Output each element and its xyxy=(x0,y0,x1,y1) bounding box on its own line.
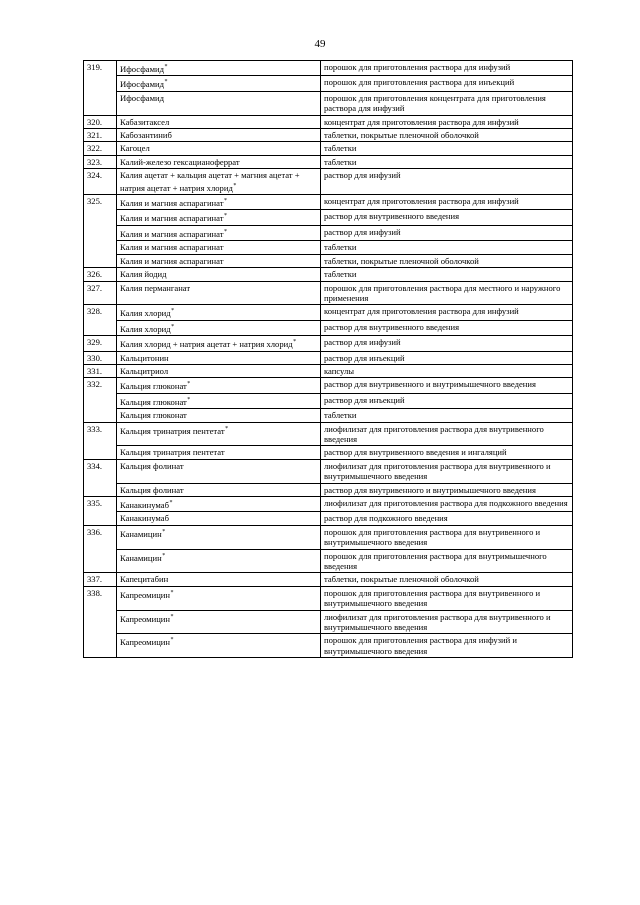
table-row xyxy=(84,225,573,240)
drug-name: Калия и магния аспарагинат xyxy=(120,228,224,239)
dosage-form: таблетки, покрытые пленочной оболочкой xyxy=(321,573,573,586)
drug-name: Ифосфамид xyxy=(120,64,164,74)
table-row xyxy=(84,459,573,483)
drug-name-cell xyxy=(117,573,321,586)
drug-name-cell xyxy=(117,459,321,483)
drug-name: Кагоцел xyxy=(120,143,150,154)
drug-name: Кальция глюконат xyxy=(120,396,187,407)
row-number: 325. xyxy=(84,195,117,210)
drug-name: Кальцитриол xyxy=(120,365,169,376)
dosage-form: таблетки xyxy=(321,155,573,168)
dosage-form: таблетки, покрытые пленочной оболочкой xyxy=(321,254,573,267)
footnote-star-mark: * xyxy=(187,396,191,403)
footnote-star-mark: * xyxy=(171,323,175,330)
drug-name: Канамицин xyxy=(120,528,162,539)
row-number: 334. xyxy=(84,459,117,483)
dosage-form: лиофилизат для приготовления раствора для внутривенного введения xyxy=(321,422,573,446)
table-row xyxy=(84,129,573,142)
drug-name: Кальция глюконат xyxy=(120,381,187,392)
drug-name: Канамицин xyxy=(120,552,162,563)
dosage-form: раствор для инфузий xyxy=(321,336,573,351)
drug-name: Капецитабин xyxy=(120,574,169,585)
drug-name: Калия и магния аспарагинат xyxy=(120,255,224,266)
footnote-star-mark: * xyxy=(224,228,227,235)
table-row xyxy=(84,115,573,128)
drug-name: Калия и магния аспарагинат xyxy=(120,198,224,209)
table-row xyxy=(84,497,573,512)
drug-name-cell xyxy=(117,446,321,459)
drug-table-body xyxy=(84,61,573,658)
drug-name-cell xyxy=(117,483,321,496)
drug-name: Калия ацетат + кальция ацетат + магния ацетат + натрия ацетат + натрия хлорид xyxy=(120,170,300,193)
table-row xyxy=(84,573,573,586)
footnote-star-mark: * xyxy=(164,64,168,70)
drug-name: Кабозантиниб xyxy=(120,130,172,141)
drug-name-cell xyxy=(117,336,321,351)
table-row xyxy=(84,76,573,91)
row-number: 320. xyxy=(84,115,117,128)
drug-name: Капреомицин xyxy=(120,589,170,600)
drug-name-cell xyxy=(117,254,321,267)
table-row xyxy=(84,364,573,377)
drug-name-cell xyxy=(117,76,321,91)
table-row xyxy=(84,91,573,115)
drug-name-cell xyxy=(117,320,321,335)
drug-name: Калия и магния аспарагинат xyxy=(120,242,224,253)
table-row xyxy=(84,169,573,195)
footnote-star-mark: * xyxy=(187,381,191,388)
dosage-form: капсулы xyxy=(321,364,573,377)
drug-name-cell xyxy=(117,378,321,393)
dosage-form: порошок для приготовления раствора для внутримышечного введения xyxy=(321,549,573,573)
table-row xyxy=(84,393,573,408)
drug-name: Канакинумаб xyxy=(120,500,169,510)
drug-name-cell xyxy=(117,422,321,446)
row-number: 330. xyxy=(84,351,117,364)
row-number: 338. xyxy=(84,586,117,610)
footnote-star-mark: * xyxy=(171,308,175,315)
table-row xyxy=(84,61,573,76)
dosage-form: раствор для инъекций xyxy=(321,351,573,364)
drug-name-cell xyxy=(117,61,321,76)
row-number: 327. xyxy=(84,281,117,305)
footnote-star-mark: * xyxy=(164,79,168,86)
dosage-form: концентрат для приготовления раствора для инфузий xyxy=(321,115,573,128)
row-number: 328. xyxy=(84,305,117,320)
drug-name: Канакинумаб xyxy=(120,513,169,524)
drug-name-cell xyxy=(117,281,321,305)
drug-name: Кальция глюконат xyxy=(120,410,187,421)
dosage-form: раствор для инфузий xyxy=(321,169,573,195)
table-row xyxy=(84,281,573,305)
table-row xyxy=(84,351,573,364)
row-number xyxy=(84,393,117,408)
drug-name: Кальцитонин xyxy=(120,352,169,363)
drug-name-cell xyxy=(117,115,321,128)
footnote-star-mark: * xyxy=(162,552,166,559)
table-row xyxy=(84,268,573,281)
drug-name-cell xyxy=(117,210,321,225)
drug-name-cell xyxy=(117,497,321,512)
dosage-form: концентрат для приготовления раствора для инфузий xyxy=(321,305,573,320)
drug-name: Калия хлорид xyxy=(120,308,171,319)
dosage-form: раствор для внутривенного введения xyxy=(321,320,573,335)
page-number: 49 xyxy=(314,38,326,50)
row-number xyxy=(84,483,117,496)
drug-name: Калия йодид xyxy=(120,269,167,280)
dosage-form: таблетки xyxy=(321,142,573,155)
table-row xyxy=(84,195,573,210)
drug-name-cell xyxy=(117,610,321,634)
dosage-form: порошок для приготовления раствора для внутривенного и внутримышечного введения xyxy=(321,525,573,549)
dosage-form: раствор для подкожного введения xyxy=(321,512,573,525)
dosage-form: лиофилизат для приготовления раствора для подкожного введения xyxy=(321,497,573,512)
drug-name-cell xyxy=(117,91,321,115)
table-row xyxy=(84,241,573,254)
dosage-form: порошок для приготовления концентрата для приготовления раствора для инфузий xyxy=(321,91,573,115)
table-row xyxy=(84,320,573,335)
drug-table xyxy=(83,60,573,658)
footnote-star-mark: * xyxy=(170,589,174,596)
dosage-form: раствор для внутривенного введения xyxy=(321,210,573,225)
dosage-form: раствор для инфузий xyxy=(321,225,573,240)
row-number: 335. xyxy=(84,497,117,512)
dosage-form: раствор для внутривенного и внутримышечного введения xyxy=(321,483,573,496)
drug-name: Кабазитаксел xyxy=(120,116,170,127)
dosage-form: лиофилизат для приготовления раствора для внутривенного и внутримышечного введения xyxy=(321,610,573,634)
drug-name-cell xyxy=(117,634,321,658)
table-row xyxy=(84,378,573,393)
row-number xyxy=(84,409,117,422)
drug-name: Ифосфамид xyxy=(120,92,164,103)
drug-name-cell xyxy=(117,512,321,525)
footnote-star-mark: * xyxy=(224,213,227,220)
drug-name: Капреомицин xyxy=(120,637,170,648)
table-row xyxy=(84,483,573,496)
dosage-form: раствор для внутривенного введения и ингаляций xyxy=(321,446,573,459)
drug-name-cell xyxy=(117,268,321,281)
row-number: 322. xyxy=(84,142,117,155)
row-number: 324. xyxy=(84,169,117,195)
row-number xyxy=(84,610,117,634)
drug-name-cell xyxy=(117,169,321,195)
row-number xyxy=(84,254,117,267)
table-row xyxy=(84,512,573,525)
dosage-form: порошок для приготовления раствора для инфузий и внутримышечного введения xyxy=(321,634,573,658)
table-row xyxy=(84,409,573,422)
row-number xyxy=(84,549,117,573)
drug-name: Калия хлорид + натрия ацетат + натрия хлорид xyxy=(120,339,293,350)
row-number xyxy=(84,512,117,525)
dosage-form: таблетки xyxy=(321,268,573,281)
drug-name-cell xyxy=(117,225,321,240)
dosage-form: порошок для приготовления раствора для инфузий xyxy=(321,61,573,76)
drug-name: Капреомицин xyxy=(120,613,170,624)
drug-name-cell xyxy=(117,549,321,573)
drug-name: Кальция фолинат xyxy=(120,460,184,471)
drug-name-cell xyxy=(117,393,321,408)
drug-name-cell xyxy=(117,195,321,210)
table-row xyxy=(84,336,573,351)
row-number xyxy=(84,446,117,459)
table-row xyxy=(84,422,573,446)
row-number xyxy=(84,91,117,115)
drug-name-cell xyxy=(117,525,321,549)
row-number xyxy=(84,634,117,658)
footnote-star-mark: * xyxy=(233,182,237,189)
drug-name: Калия перманганат xyxy=(120,282,191,293)
drug-name: Ифосфамид xyxy=(120,79,164,90)
table-row xyxy=(84,610,573,634)
table-row xyxy=(84,155,573,168)
footnote-star-mark: * xyxy=(224,198,227,205)
dosage-form: порошок для приготовления раствора для инъекций xyxy=(321,76,573,91)
drug-name: Калия и магния аспарагинат xyxy=(120,213,224,224)
row-number: 323. xyxy=(84,155,117,168)
drug-name-cell xyxy=(117,409,321,422)
table-row xyxy=(84,525,573,549)
dosage-form: раствор для инъекций xyxy=(321,393,573,408)
dosage-form: порошок для приготовления раствора для внутривенного и внутримышечного введения xyxy=(321,586,573,610)
row-number: 336. xyxy=(84,525,117,549)
dosage-form: таблетки xyxy=(321,409,573,422)
table-row xyxy=(84,254,573,267)
footnote-star-mark: * xyxy=(162,528,166,535)
row-number xyxy=(84,241,117,254)
row-number xyxy=(84,320,117,335)
dosage-form: раствор для внутривенного и внутримышечного введения xyxy=(321,378,573,393)
drug-name-cell xyxy=(117,305,321,320)
drug-name: Калия хлорид xyxy=(120,323,171,334)
drug-name-cell xyxy=(117,364,321,377)
row-number xyxy=(84,76,117,91)
row-number: 337. xyxy=(84,573,117,586)
footnote-star-mark: * xyxy=(225,425,229,432)
row-number: 321. xyxy=(84,129,117,142)
drug-name-cell xyxy=(117,129,321,142)
footnote-star-mark: * xyxy=(293,339,297,346)
footnote-star-mark: * xyxy=(170,637,174,644)
row-number: 331. xyxy=(84,364,117,377)
table-row xyxy=(84,210,573,225)
row-number: 332. xyxy=(84,378,117,393)
drug-name-cell xyxy=(117,351,321,364)
dosage-form: таблетки xyxy=(321,241,573,254)
dosage-form: таблетки, покрытые пленочной оболочкой xyxy=(321,129,573,142)
row-number xyxy=(84,225,117,240)
drug-name: Кальция тринатрия пентетат xyxy=(120,425,225,436)
footnote-star-mark: * xyxy=(170,613,174,620)
table-row xyxy=(84,446,573,459)
table-row xyxy=(84,586,573,610)
row-number xyxy=(84,210,117,225)
table-row xyxy=(84,634,573,658)
row-number: 329. xyxy=(84,336,117,351)
dosage-form: порошок для приготовления раствора для местного и наружного применения xyxy=(321,281,573,305)
drug-name-cell xyxy=(117,241,321,254)
row-number: 326. xyxy=(84,268,117,281)
drug-name: Кальция фолинат xyxy=(120,484,184,495)
drug-name-cell xyxy=(117,155,321,168)
dosage-form: концентрат для приготовления раствора для инфузий xyxy=(321,195,573,210)
table-row xyxy=(84,142,573,155)
drug-name: Кальция тринатрия пентетат xyxy=(120,447,225,458)
row-number: 319. xyxy=(84,61,117,76)
drug-name-cell xyxy=(117,586,321,610)
table-row xyxy=(84,549,573,573)
drug-name-cell xyxy=(117,142,321,155)
dosage-form: лиофилизат для приготовления раствора для внутривенного и внутримышечного введения xyxy=(321,459,573,483)
table-row xyxy=(84,305,573,320)
drug-name: Калий-железо гексацианоферрат xyxy=(120,156,240,167)
footnote-star-mark: * xyxy=(169,500,173,506)
row-number: 333. xyxy=(84,422,117,446)
